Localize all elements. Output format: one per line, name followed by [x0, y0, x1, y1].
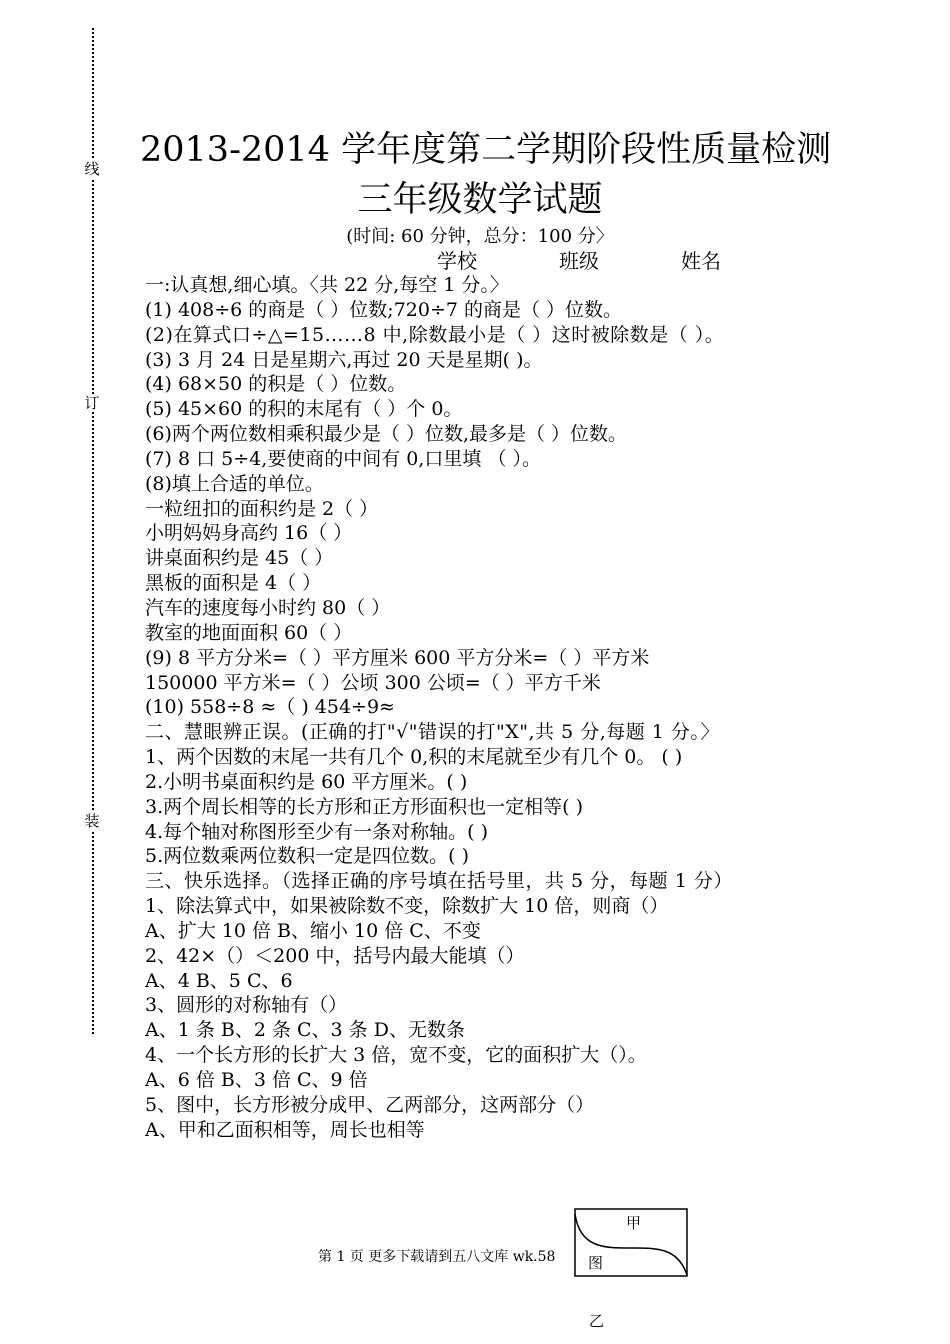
time-info: (时间: 60 分钟，总分：100 分〉: [346, 226, 614, 247]
page-footer: 第 1 页 更多下载请到五八文库 wk.58: [318, 1249, 556, 1265]
page-subtitle: 三年级数学试题: [357, 180, 603, 220]
page-title: 2013-2014 学年度第二学期阶段性质量检测: [140, 130, 832, 170]
question-1-7: (7) 8 口 5÷4,要使商的中间有 0,口里填 （ ）。: [145, 447, 542, 470]
question-1-8: (8)填上合适的单位。: [145, 472, 324, 495]
rectangle-figure: [574, 1208, 688, 1277]
unit-item-6: 教室的地面面积 60（ ）: [145, 621, 353, 644]
school-label: 学校: [437, 249, 477, 273]
question-3-2-options: A、4 B、5 C、6: [145, 969, 293, 992]
binding-char-zhuang: 装: [82, 812, 102, 830]
question-1-9b: 150000 平方米=（ ）公顷 300 公顷=（ ）平方千米: [145, 671, 601, 694]
question-3-3-options: A、1 条 B、2 条 C、3 条 D、无数条: [145, 1019, 465, 1042]
question-1-2: (2)在算式口÷△=15……8 中,除数最小是（ ）这时被除数是（ ）。: [145, 323, 725, 346]
question-2-1: 1、两个因数的末尾一共有几个 0,积的末尾就至少有几个 0。 ( ): [145, 746, 683, 769]
question-3-5-option-a: A、甲和乙面积相等，周长也相等: [145, 1118, 425, 1141]
figure-label-tu: 图: [588, 1254, 604, 1272]
unit-item-2: 小明妈妈身高约 16（ ）: [145, 522, 353, 545]
question-3-2: 2、42×（）＜200 中，括号内最大能填（）: [145, 944, 525, 967]
question-3-1-options: A、扩大 10 倍 B、缩小 10 倍 C、不变: [145, 919, 481, 942]
binding-dotted-line: [92, 28, 94, 1034]
question-3-3: 3、圆形的对称轴有（）: [145, 994, 348, 1017]
unit-item-5: 汽车的速度每小时约 80（ ）: [145, 596, 391, 619]
figure-label-yi: 乙: [589, 1312, 605, 1330]
unit-item-3: 讲桌面积约是 45（ ）: [145, 547, 334, 570]
question-3-4-options: A、6 倍 B、3 倍 C、9 倍: [145, 1069, 368, 1091]
unit-item-4: 黑板的面积是 4（ ）: [145, 572, 322, 595]
question-2-5: 5.两位数乘两位数积一定是四位数。( ): [145, 845, 469, 868]
question-3-5: 5、图中，长方形被分成甲、乙两部分，这两部分（）: [145, 1093, 595, 1116]
exam-body: [145, 273, 815, 1143]
question-1-10: (10) 558÷8 ≈（ ) 454÷9≈: [145, 696, 395, 719]
section-2-heading: 二、慧眼辨正误。(正确的打"√"错误的打"X",共 5 分,每题 1 分。〉: [145, 721, 720, 744]
section-3-heading: 三、快乐选择。（选择正确的序号填在括号里，共 5 分，每题 1 分）: [145, 870, 733, 893]
question-3-1: 1、除法算式中，如果被除数不变，除数扩大 10 倍，则商（）: [145, 895, 669, 918]
figure-label-jia: 甲: [626, 1214, 642, 1232]
question-1-5: (5) 45×60 的积的末尾有（ ）个 0。: [145, 398, 463, 421]
question-1-4: (4) 68×50 的积是（ ）位数。: [145, 373, 407, 396]
question-1-3: (3) 3 月 24 日是星期六,再过 20 天是星期( )。: [145, 348, 543, 371]
question-3-4: 4、一个长方形的长扩大 3 倍，宽不变，它的面积扩大（）。: [145, 1044, 647, 1067]
section-1-heading: 一:认真想,细心填。〈共 22 分,每空 1 分。〉: [145, 274, 509, 296]
binding-char-ding: 订: [82, 394, 102, 412]
class-label: 班级: [559, 249, 599, 273]
question-1-6: (6)两个两位数相乘积最少是（ ）位数,最多是（ ）位数。: [145, 423, 628, 446]
question-2-3: 3.两个周长相等的长方形和正方形面积也一定相等( ): [145, 795, 583, 818]
question-1-1: (1) 408÷6 的商是（ ）位数;720÷7 的商是（ ）位数。: [145, 298, 623, 321]
unit-item-1: 一粒纽扣的面积约是 2（ ）: [145, 497, 379, 520]
question-1-9a: (9) 8 平方分米=（ ）平方厘米 600 平方分米=（ ）平方米: [145, 646, 650, 669]
name-label: 姓名: [681, 249, 721, 273]
question-2-2: 2.小明书桌面积约是 60 平方厘米。( ): [145, 770, 468, 793]
question-2-4: 4.每个轴对称图形至少有一条对称轴。( ): [145, 820, 488, 843]
binding-char-xian: 线: [82, 160, 102, 178]
